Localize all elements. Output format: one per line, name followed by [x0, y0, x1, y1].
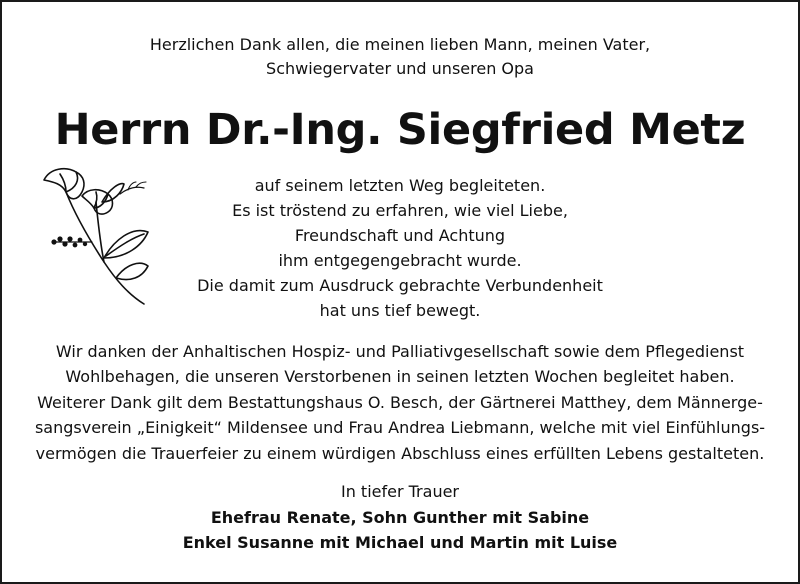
thanks-line: vermögen die Trauerfeier zu einem würdigen Abschluss eines erfüllten Lebens gestalteten.	[35, 443, 765, 463]
tribute-line: ihm entgegengebracht wurde.	[278, 251, 522, 270]
thanks-line: sangsverein „Einigkeit“ Mildensee und Frau Andrea Liebmann, welche mit viel Einfühlungs-	[34, 418, 766, 438]
tribute-line: Es ist tröstend zu erfahren, wie viel Liebe,	[232, 201, 568, 220]
thanks-line: Weiterer Dank gilt dem Bestattungshaus O. Besch, der Gärtnerei Matthey, dem Männerge-	[37, 392, 763, 412]
tribute-line: auf seinem letzten Weg begleiteten.	[254, 176, 546, 195]
tribute-line: Die damit zum Ausdruck gebrachte Verbundenheit	[197, 276, 603, 295]
signatures	[0, 505, 800, 555]
intro-line: Herzlichen Dank allen, die meinen lieben Mann, meinen Vater,	[149, 35, 651, 54]
tribute-text	[0, 173, 800, 323]
tribute-line: hat uns tief bewegt.	[319, 301, 481, 320]
closing-phrase: In tiefer Trauer	[340, 482, 459, 501]
intro-line: Schwiegervater und unseren Opa	[266, 59, 534, 78]
thanks-line: Wohlbehagen, die unseren Verstorbenen in seinen letzten Wochen begleitet haben.	[65, 367, 735, 387]
tribute-line: Freundschaft und Achtung	[294, 226, 506, 245]
intro-text	[0, 33, 800, 81]
signature-line: Ehefrau Renate, Sohn Gunther mit Sabine	[210, 508, 590, 527]
signature-line: Enkel Susanne mit Michael und Martin mit Luise	[182, 533, 618, 552]
deceased-name: Herrn Dr.-Ing. Siegfried Metz	[54, 105, 746, 155]
thanks-line: Wir danken der Anhaltischen Hospiz- und Palliativgesellschaft sowie dem Pflegedienst	[55, 342, 745, 361]
thanks-paragraph	[0, 339, 800, 466]
